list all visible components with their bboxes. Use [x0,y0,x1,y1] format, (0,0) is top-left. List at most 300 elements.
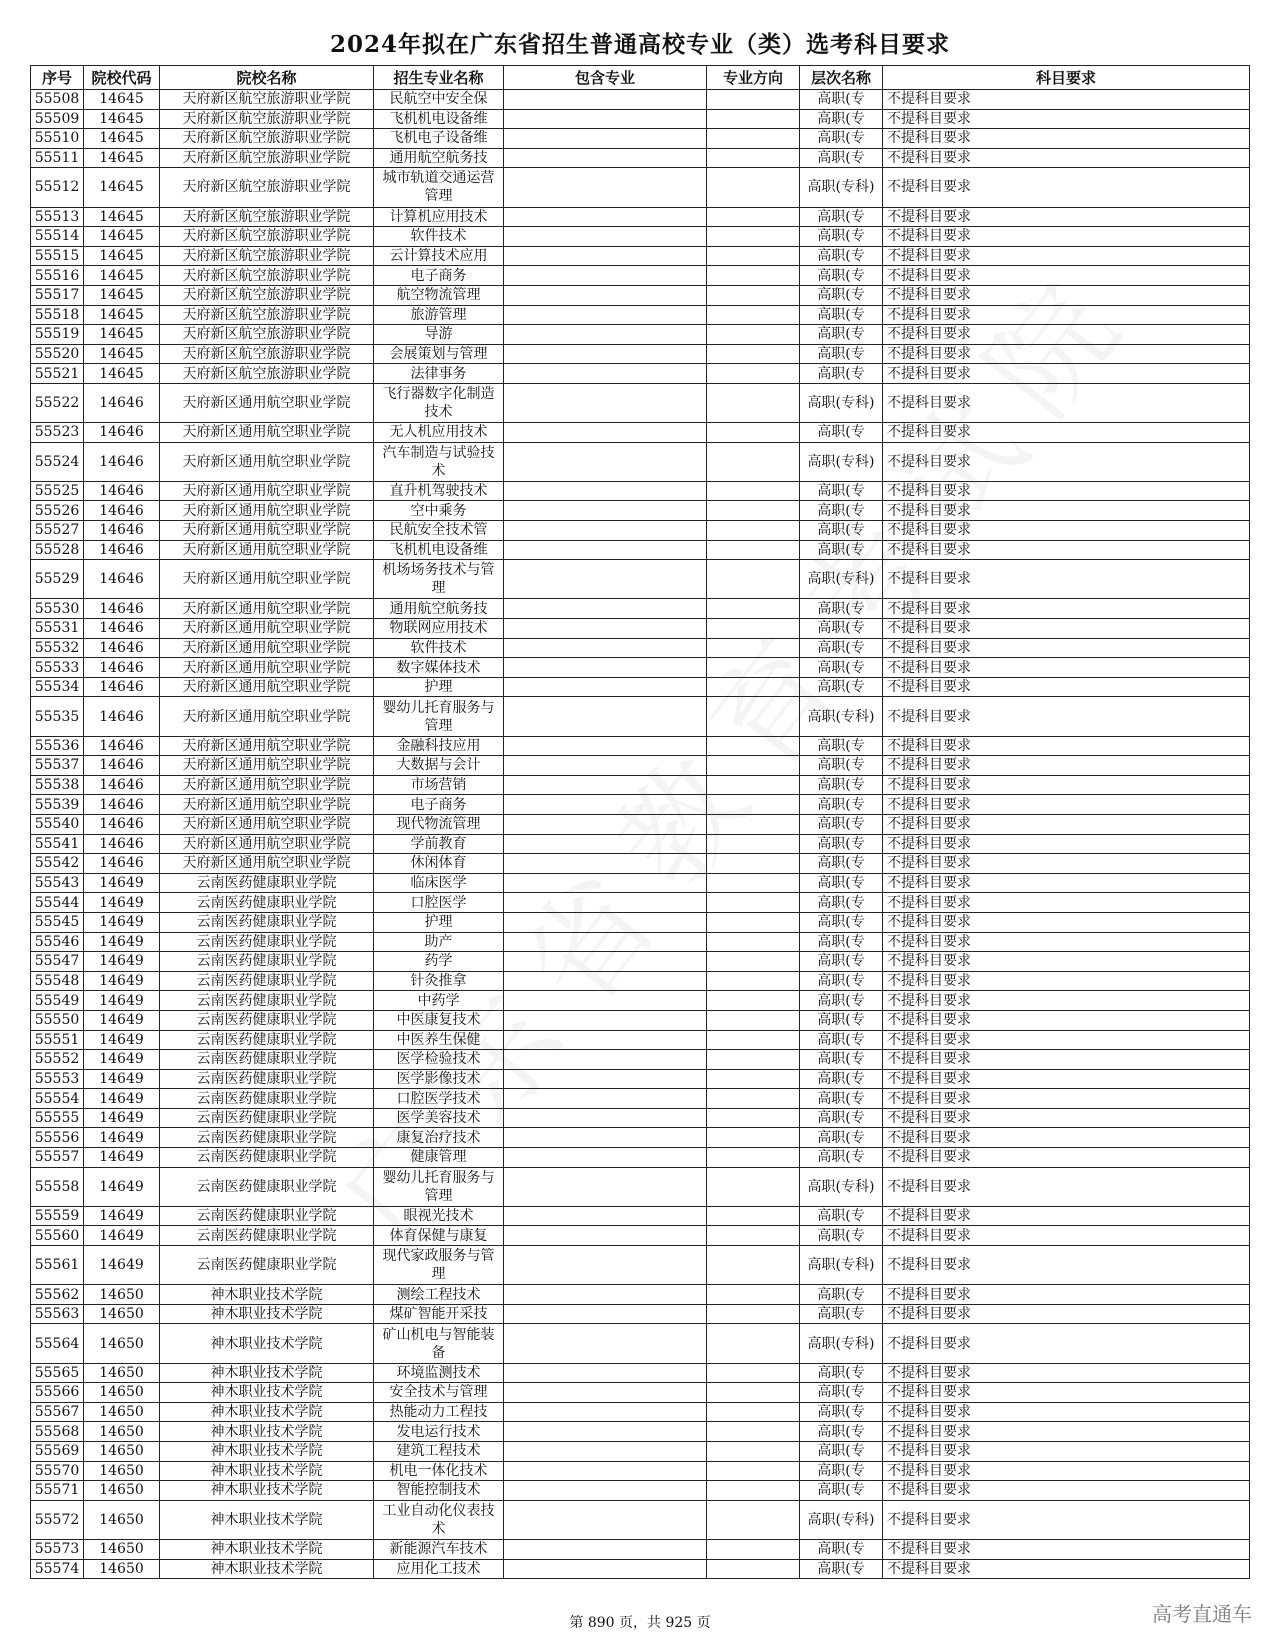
cell-major-name: 智能控制技术 [374,1481,504,1501]
cell-school-name: 天府新区通用航空职业学院 [160,442,374,481]
cell-included-majors [504,148,707,168]
cell-level: 高职(专 [800,1481,883,1501]
cell-school-code: 14646 [84,442,160,481]
cell-major-name: 飞机机电设备维 [374,109,504,129]
cell-subject-requirement: 不提科目要求 [883,1206,1250,1226]
cell-direction [707,952,800,972]
cell-subject-requirement: 不提科目要求 [883,638,1250,658]
table-row [31,1481,1250,1501]
cell-school-code: 14649 [84,991,160,1011]
cell-level: 高职(专科) [800,383,883,422]
cell-major-name: 护理 [374,677,504,697]
cell-school-code: 14646 [84,795,160,815]
cell-direction [707,697,800,736]
cell-school-name: 神木职业技术学院 [160,1559,374,1579]
table-row [31,1206,1250,1226]
cell-seq: 55511 [31,148,84,168]
cell-seq: 55530 [31,599,84,619]
table-row [31,148,1250,168]
table-row [31,1108,1250,1128]
header-school-name: 院校名称 [160,66,374,90]
cell-seq: 55533 [31,658,84,678]
cell-school-code: 14645 [84,325,160,345]
cell-direction [707,893,800,913]
cell-seq: 55550 [31,1010,84,1030]
cell-direction [707,305,800,325]
cell-seq: 55559 [31,1206,84,1226]
cell-included-majors [504,1461,707,1481]
header-seq: 序号 [31,66,84,90]
cell-included-majors [504,1148,707,1168]
cell-included-majors [504,912,707,932]
cell-school-name: 云南医药健康职业学院 [160,932,374,952]
table-row [31,325,1250,345]
cell-major-name: 婴幼儿托育服务与管理 [374,1167,504,1206]
cell-school-name: 天府新区通用航空职业学院 [160,854,374,874]
cell-level: 高职(专 [800,814,883,834]
cell-included-majors [504,658,707,678]
cell-level: 高职(专科) [800,1324,883,1363]
cell-level: 高职(专 [800,90,883,110]
cell-major-name: 物联网应用技术 [374,619,504,639]
cell-seq: 55514 [31,227,84,247]
cell-major-name: 现代物流管理 [374,814,504,834]
cell-school-name: 云南医药健康职业学院 [160,1089,374,1109]
cell-major-name: 旅游管理 [374,305,504,325]
cell-seq: 55519 [31,325,84,345]
cell-level: 高职(专 [800,638,883,658]
cell-seq: 55520 [31,344,84,364]
cell-seq: 55560 [31,1226,84,1246]
cell-school-name: 云南医药健康职业学院 [160,1030,374,1050]
cell-school-code: 14645 [84,207,160,227]
cell-school-name: 天府新区航空旅游职业学院 [160,344,374,364]
cell-school-code: 14649 [84,1010,160,1030]
cell-school-code: 14646 [84,540,160,560]
cell-major-name: 中医康复技术 [374,1010,504,1030]
table-row [31,266,1250,286]
cell-seq: 55557 [31,1148,84,1168]
cell-subject-requirement: 不提科目要求 [883,305,1250,325]
cell-subject-requirement: 不提科目要求 [883,501,1250,521]
cell-school-name: 云南医药健康职业学院 [160,1108,374,1128]
cell-included-majors [504,423,707,443]
cell-seq: 55515 [31,246,84,266]
cell-seq: 55543 [31,873,84,893]
cell-major-name: 测绘工程技术 [374,1285,504,1305]
cell-seq: 55571 [31,1481,84,1501]
cell-major-name: 应用化工技术 [374,1559,504,1579]
cell-included-majors [504,1383,707,1403]
table-row [31,736,1250,756]
cell-school-code: 14646 [84,834,160,854]
cell-seq: 55522 [31,383,84,422]
cell-seq: 55549 [31,991,84,1011]
cell-seq: 55546 [31,932,84,952]
cell-subject-requirement: 不提科目要求 [883,383,1250,422]
cell-included-majors [504,1069,707,1089]
table-row [31,991,1250,1011]
cell-level: 高职(专 [800,344,883,364]
cell-included-majors [504,246,707,266]
cell-subject-requirement: 不提科目要求 [883,1050,1250,1070]
cell-subject-requirement: 不提科目要求 [883,1441,1250,1461]
cell-subject-requirement: 不提科目要求 [883,442,1250,481]
cell-school-name: 云南医药健康职业学院 [160,1246,374,1285]
cell-subject-requirement: 不提科目要求 [883,1148,1250,1168]
table-row [31,971,1250,991]
cell-level: 高职(专 [800,736,883,756]
cell-school-name: 云南医药健康职业学院 [160,1148,374,1168]
cell-level: 高职(专科) [800,560,883,599]
cell-school-name: 天府新区航空旅游职业学院 [160,285,374,305]
cell-subject-requirement: 不提科目要求 [883,1559,1250,1579]
cell-major-name: 煤矿智能开采技 [374,1304,504,1324]
cell-direction [707,285,800,305]
table-row [31,932,1250,952]
table-row [31,285,1250,305]
table-row [31,795,1250,815]
cell-direction [707,1089,800,1109]
cell-level: 高职(专 [800,912,883,932]
table-row [31,442,1250,481]
cell-included-majors [504,1167,707,1206]
cell-school-name: 天府新区通用航空职业学院 [160,834,374,854]
cell-subject-requirement: 不提科目要求 [883,736,1250,756]
cell-level: 高职(专 [800,364,883,384]
cell-school-name: 天府新区通用航空职业学院 [160,736,374,756]
cell-level: 高职(专科) [800,1167,883,1206]
cell-major-name: 康复治疗技术 [374,1128,504,1148]
cell-major-name: 导游 [374,325,504,345]
cell-direction [707,364,800,384]
cell-seq: 55532 [31,638,84,658]
cell-subject-requirement: 不提科目要求 [883,991,1250,1011]
cell-level: 高职(专 [800,658,883,678]
cell-included-majors [504,325,707,345]
cell-level: 高职(专 [800,991,883,1011]
cell-included-majors [504,383,707,422]
header-major-name: 招生专业名称 [374,66,504,90]
cell-school-name: 天府新区通用航空职业学院 [160,619,374,639]
cell-school-code: 14650 [84,1304,160,1324]
cell-direction [707,383,800,422]
cell-included-majors [504,1206,707,1226]
cell-seq: 55518 [31,305,84,325]
cell-school-code: 14650 [84,1461,160,1481]
cell-included-majors [504,932,707,952]
cell-seq: 55523 [31,423,84,443]
cell-subject-requirement: 不提科目要求 [883,1285,1250,1305]
cell-subject-requirement: 不提科目要求 [883,1246,1250,1285]
cell-included-majors [504,991,707,1011]
cell-school-name: 云南医药健康职业学院 [160,1050,374,1070]
cell-school-name: 天府新区航空旅游职业学院 [160,227,374,247]
cell-major-name: 针灸推拿 [374,971,504,991]
cell-major-name: 药学 [374,952,504,972]
table-row [31,168,1250,207]
cell-school-code: 14646 [84,638,160,658]
cell-included-majors [504,854,707,874]
cell-school-code: 14645 [84,344,160,364]
cell-major-name: 现代家政服务与管理 [374,1246,504,1285]
table-row [31,305,1250,325]
cell-seq: 55540 [31,814,84,834]
cell-direction [707,1500,800,1539]
cell-school-code: 14646 [84,599,160,619]
cell-major-name: 软件技术 [374,638,504,658]
cell-school-code: 14649 [84,1246,160,1285]
cell-school-code: 14645 [84,148,160,168]
cell-school-name: 天府新区通用航空职业学院 [160,383,374,422]
cell-included-majors [504,521,707,541]
cell-subject-requirement: 不提科目要求 [883,1167,1250,1206]
cell-seq: 55544 [31,893,84,913]
cell-major-name: 临床医学 [374,873,504,893]
cell-direction [707,756,800,776]
cell-included-majors [504,814,707,834]
table-row [31,1304,1250,1324]
cell-included-majors [504,1128,707,1148]
cell-major-name: 民航安全技术管 [374,521,504,541]
cell-school-name: 天府新区通用航空职业学院 [160,775,374,795]
cell-school-code: 14649 [84,1206,160,1226]
cell-seq: 55541 [31,834,84,854]
cell-subject-requirement: 不提科目要求 [883,1010,1250,1030]
cell-subject-requirement: 不提科目要求 [883,344,1250,364]
cell-included-majors [504,1363,707,1383]
cell-subject-requirement: 不提科目要求 [883,1304,1250,1324]
cell-school-name: 云南医药健康职业学院 [160,912,374,932]
cell-school-name: 天府新区航空旅游职业学院 [160,129,374,149]
cell-school-name: 天府新区航空旅游职业学院 [160,305,374,325]
cell-subject-requirement: 不提科目要求 [883,266,1250,286]
cell-direction [707,1030,800,1050]
cell-direction [707,932,800,952]
table-row [31,1226,1250,1246]
cell-major-name: 飞机机电设备维 [374,540,504,560]
cell-school-code: 14646 [84,814,160,834]
page-title: 2024年拟在广东省招生普通高校专业（类）选考科目要求 [329,31,950,58]
cell-school-code: 14649 [84,1167,160,1206]
table-row [31,1402,1250,1422]
cell-level: 高职(专 [800,1539,883,1559]
cell-direction [707,1383,800,1403]
cell-direction [707,1128,800,1148]
cell-school-name: 天府新区通用航空职业学院 [160,814,374,834]
cell-school-code: 14646 [84,736,160,756]
cell-school-code: 14645 [84,168,160,207]
cell-level: 高职(专 [800,952,883,972]
cell-level: 高职(专 [800,1148,883,1168]
cell-seq: 55510 [31,129,84,149]
cell-included-majors [504,971,707,991]
cell-level: 高职(专科) [800,1500,883,1539]
cell-direction [707,736,800,756]
cell-seq: 55555 [31,1108,84,1128]
cell-major-name: 数字媒体技术 [374,658,504,678]
cell-major-name: 航空物流管理 [374,285,504,305]
cell-major-name: 民航空中安全保 [374,90,504,110]
cell-seq: 55525 [31,481,84,501]
cell-level: 高职(专 [800,1441,883,1461]
cell-included-majors [504,1402,707,1422]
cell-school-name: 天府新区通用航空职业学院 [160,540,374,560]
cell-major-name: 学前教育 [374,834,504,854]
table-row [31,814,1250,834]
cell-school-code: 14650 [84,1363,160,1383]
table-row [31,227,1250,247]
cell-level: 高职(专 [800,1206,883,1226]
cell-included-majors [504,952,707,972]
cell-direction [707,1226,800,1246]
cell-school-name: 云南医药健康职业学院 [160,1206,374,1226]
cell-subject-requirement: 不提科目要求 [883,129,1250,149]
header-direction: 专业方向 [707,66,800,90]
cell-subject-requirement: 不提科目要求 [883,521,1250,541]
cell-subject-requirement: 不提科目要求 [883,775,1250,795]
cell-school-name: 天府新区航空旅游职业学院 [160,109,374,129]
cell-included-majors [504,1441,707,1461]
cell-school-code: 14646 [84,854,160,874]
cell-level: 高职(专 [800,795,883,815]
cell-subject-requirement: 不提科目要求 [883,1422,1250,1442]
cell-major-name: 电子商务 [374,795,504,815]
cell-school-code: 14645 [84,285,160,305]
cell-seq: 55517 [31,285,84,305]
cell-school-name: 天府新区通用航空职业学院 [160,599,374,619]
table-row [31,599,1250,619]
cell-major-name: 口腔医学 [374,893,504,913]
cell-included-majors [504,736,707,756]
cell-major-name: 电子商务 [374,266,504,286]
cell-level: 高职(专 [800,423,883,443]
cell-level: 高职(专 [800,305,883,325]
cell-direction [707,325,800,345]
table-row [31,1363,1250,1383]
cell-subject-requirement: 不提科目要求 [883,1461,1250,1481]
cell-major-name: 城市轨道交通运营管理 [374,168,504,207]
cell-school-name: 云南医药健康职业学院 [160,991,374,1011]
cell-school-code: 14650 [84,1441,160,1461]
cell-direction [707,207,800,227]
cell-school-name: 天府新区航空旅游职业学院 [160,207,374,227]
cell-seq: 55516 [31,266,84,286]
cell-seq: 55536 [31,736,84,756]
cell-level: 高职(专 [800,854,883,874]
cell-level: 高职(专 [800,207,883,227]
cell-direction [707,1167,800,1206]
cell-school-name: 天府新区通用航空职业学院 [160,756,374,776]
cell-seq: 55558 [31,1167,84,1206]
cell-included-majors [504,834,707,854]
cell-direction [707,1422,800,1442]
cell-subject-requirement: 不提科目要求 [883,756,1250,776]
cell-direction [707,1402,800,1422]
cell-major-name: 空中乘务 [374,501,504,521]
cell-level: 高职(专 [800,285,883,305]
table-row [31,775,1250,795]
cell-included-majors [504,540,707,560]
cell-included-majors [504,697,707,736]
cell-level: 高职(专 [800,1285,883,1305]
cell-major-name: 飞机电子设备维 [374,129,504,149]
cell-seq: 55574 [31,1559,84,1579]
cell-major-name: 热能动力工程技 [374,1402,504,1422]
cell-direction [707,148,800,168]
cell-direction [707,619,800,639]
cell-major-name: 矿山机电与智能装备 [374,1324,504,1363]
cell-level: 高职(专 [800,325,883,345]
cell-school-name: 神木职业技术学院 [160,1363,374,1383]
cell-subject-requirement: 不提科目要求 [883,325,1250,345]
cell-level: 高职(专 [800,1383,883,1403]
cell-school-name: 天府新区航空旅游职业学院 [160,266,374,286]
cell-seq: 55572 [31,1500,84,1539]
cell-school-name: 天府新区通用航空职业学院 [160,481,374,501]
cell-school-code: 14650 [84,1402,160,1422]
cell-school-code: 14649 [84,873,160,893]
cell-school-code: 14646 [84,501,160,521]
cell-school-code: 14649 [84,1128,160,1148]
cell-seq: 55537 [31,756,84,776]
cell-school-name: 天府新区通用航空职业学院 [160,423,374,443]
cell-school-name: 神木职业技术学院 [160,1383,374,1403]
cell-included-majors [504,266,707,286]
cell-included-majors [504,873,707,893]
cell-school-name: 天府新区通用航空职业学院 [160,697,374,736]
cell-included-majors [504,893,707,913]
cell-level: 高职(专 [800,266,883,286]
cell-seq: 55568 [31,1422,84,1442]
cell-level: 高职(专科) [800,1246,883,1285]
table-row [31,521,1250,541]
table-row [31,1030,1250,1050]
cell-level: 高职(专 [800,521,883,541]
cell-school-code: 14649 [84,1226,160,1246]
cell-level: 高职(专科) [800,697,883,736]
cell-included-majors [504,677,707,697]
cell-included-majors [504,344,707,364]
cell-school-code: 14649 [84,1030,160,1050]
cell-major-name: 医学影像技术 [374,1069,504,1089]
cell-school-code: 14646 [84,677,160,697]
cell-direction [707,971,800,991]
cell-level: 高职(专 [800,1304,883,1324]
cell-major-name: 中药学 [374,991,504,1011]
cell-subject-requirement: 不提科目要求 [883,227,1250,247]
cell-school-code: 14650 [84,1539,160,1559]
cell-included-majors [504,481,707,501]
cell-direction [707,873,800,893]
cell-direction [707,1304,800,1324]
cell-included-majors [504,129,707,149]
table-row [31,658,1250,678]
cell-level: 高职(专 [800,540,883,560]
cell-direction [707,344,800,364]
cell-included-majors [504,364,707,384]
table-row [31,1285,1250,1305]
table-row [31,697,1250,736]
cell-school-code: 14650 [84,1559,160,1579]
cell-seq: 55526 [31,501,84,521]
cell-level: 高职(专 [800,227,883,247]
header-subject-requirement: 科目要求 [883,66,1250,90]
brand-logo: 高考直通车 [1152,1602,1252,1626]
cell-seq: 55553 [31,1069,84,1089]
cell-school-name: 天府新区通用航空职业学院 [160,638,374,658]
cell-major-name: 休闲体育 [374,854,504,874]
